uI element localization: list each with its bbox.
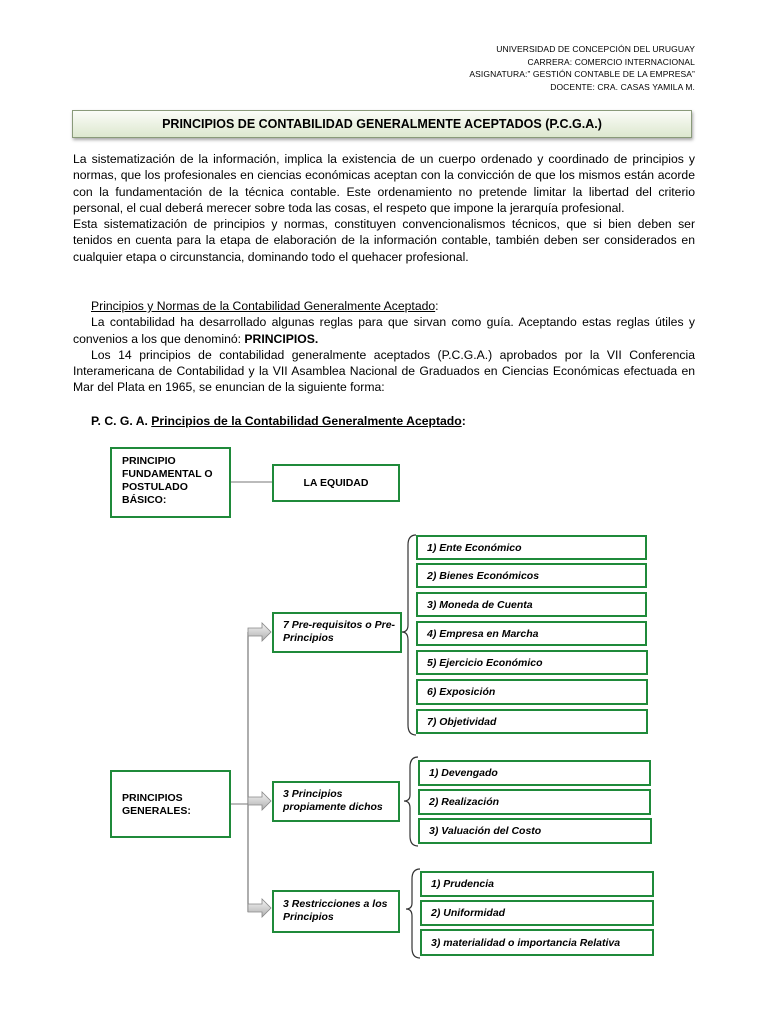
box-la-equidad-label: LA EQUIDAD xyxy=(303,476,369,489)
section-heading-colon: : xyxy=(435,299,439,313)
box-principios-generales xyxy=(110,770,231,838)
header-teacher: DOCENTE: CRA. CASAS YAMILA M. xyxy=(550,81,695,92)
pre-item-moneda-de-cuenta: 3) Moneda de Cuenta xyxy=(416,592,647,617)
page-title-text: PRINCIPIOS DE CONTABILIDAD GENERALMENTE ACEPTADOS (P.C.G.A.) xyxy=(162,117,602,131)
rest-item-uniformidad: 2) Uniformidad xyxy=(420,900,654,926)
box-restricciones xyxy=(272,890,400,933)
box-principio-fundamental-label: PRINCIPIO FUNDAMENTAL O POSTULADO BÁSICO: xyxy=(122,455,213,506)
intro-paragraph-2: Esta sistematización de principios y normas, constituyen convencionalismos técnicos, que si bien deben ser tenidos en cuenta para la etapa de elaboración de la información contable, también deben ser considerados en cualquier etapa o circunstancia, dominando todo el quehacer profesional. xyxy=(73,217,695,264)
rest-item-prudencia: 1) Prudencia xyxy=(420,871,654,897)
box-prerequisitos-label: 7 Pre-requisitos o Pre-Principios xyxy=(283,619,396,644)
box-principios-generales-label: PRINCIPIOS GENERALES: xyxy=(122,792,191,817)
intro-paragraph-1: La sistematización de la información, implica la existencia de un cuerpo ordenado y coordinado de principios y normas, que los profesionales en ciencias económicas aceptan con la convicción de que los mismos están acorde con la fundamentación de la técnica contable. Este ordenamiento no pretende limitar la libertad del criterio personal, el cual deberá merecer sobre toda las cosas, el respeto que impone la jerarquía profesional. xyxy=(73,152,695,215)
section-paragraph-2: Los 14 principios de contabilidad generalmente aceptados (P.C.G.A.) aprobados por la VII Conferencia Interamericana de Contabilidad y la VII Asamblea Nacional de Graduados en Ciencias Económicas efectuada en Mar del Plata en 1965, se enuncian de la siguiente forma: xyxy=(73,347,695,395)
box-principio-fundamental xyxy=(110,447,231,518)
brace-restricciones xyxy=(406,869,420,958)
arrow-restricciones xyxy=(248,899,271,917)
box-prerequisitos xyxy=(272,612,402,653)
prop-item-devengado: 1) Devengado xyxy=(418,760,651,786)
section-paragraph-1-bold: PRINCIPIOS. xyxy=(244,331,319,346)
arrow-prerequisitos xyxy=(248,623,271,641)
pcga-prefix: P. C. G. A. xyxy=(91,414,148,428)
box-propiamente xyxy=(272,781,400,822)
pcga-title: Principios de la Contabilidad Generalmente Aceptado xyxy=(151,414,462,428)
prop-item-realizacion: 2) Realización xyxy=(418,789,651,815)
section-heading-text: Principios y Normas de la Contabilidad Generalmente Aceptado xyxy=(91,299,436,313)
arrow-propiamente xyxy=(248,792,271,810)
brace-propiamente xyxy=(404,757,418,846)
header-career: CARRERA: COMERCIO INTERNACIONAL xyxy=(527,56,695,67)
pre-item-exposicion: 6) Exposición xyxy=(416,679,648,705)
section-paragraph-1-text: La contabilidad ha desarrollado algunas reglas para que sirvan como guía. Aceptando estas reglas útiles y convenios a los que denominó: xyxy=(73,315,695,346)
pre-item-ejercicio-economico: 5) Ejercicio Económico xyxy=(416,650,648,675)
prop-item-valuacion-del-costo: 3) Valuación del Costo xyxy=(418,818,652,844)
rest-item-materialidad: 3) materialidad o importancia Relativa xyxy=(420,929,654,956)
pre-item-ente-economico: 1) Ente Económico xyxy=(416,535,647,560)
pre-item-objetividad: 7) Objetividad xyxy=(416,709,648,734)
header-subject: ASIGNATURA:” GESTIÓN CONTABLE DE LA EMPRESA” xyxy=(469,69,695,79)
header-university: UNIVERSIDAD DE CONCEPCIÓN DEL URUGUAY xyxy=(496,44,695,54)
box-propiamente-label: 3 Principios propiamente dichos xyxy=(283,788,383,813)
box-la-equidad xyxy=(272,464,400,502)
pre-item-bienes-economicos: 2) Bienes Económicos xyxy=(416,563,647,588)
brace-prerequisitos xyxy=(402,535,416,735)
box-restricciones-label: 3 Restricciones a los Principios xyxy=(283,898,388,923)
pre-item-empresa-en-marcha: 4) Empresa en Marcha xyxy=(416,621,647,646)
pcga-colon: : xyxy=(461,414,466,428)
